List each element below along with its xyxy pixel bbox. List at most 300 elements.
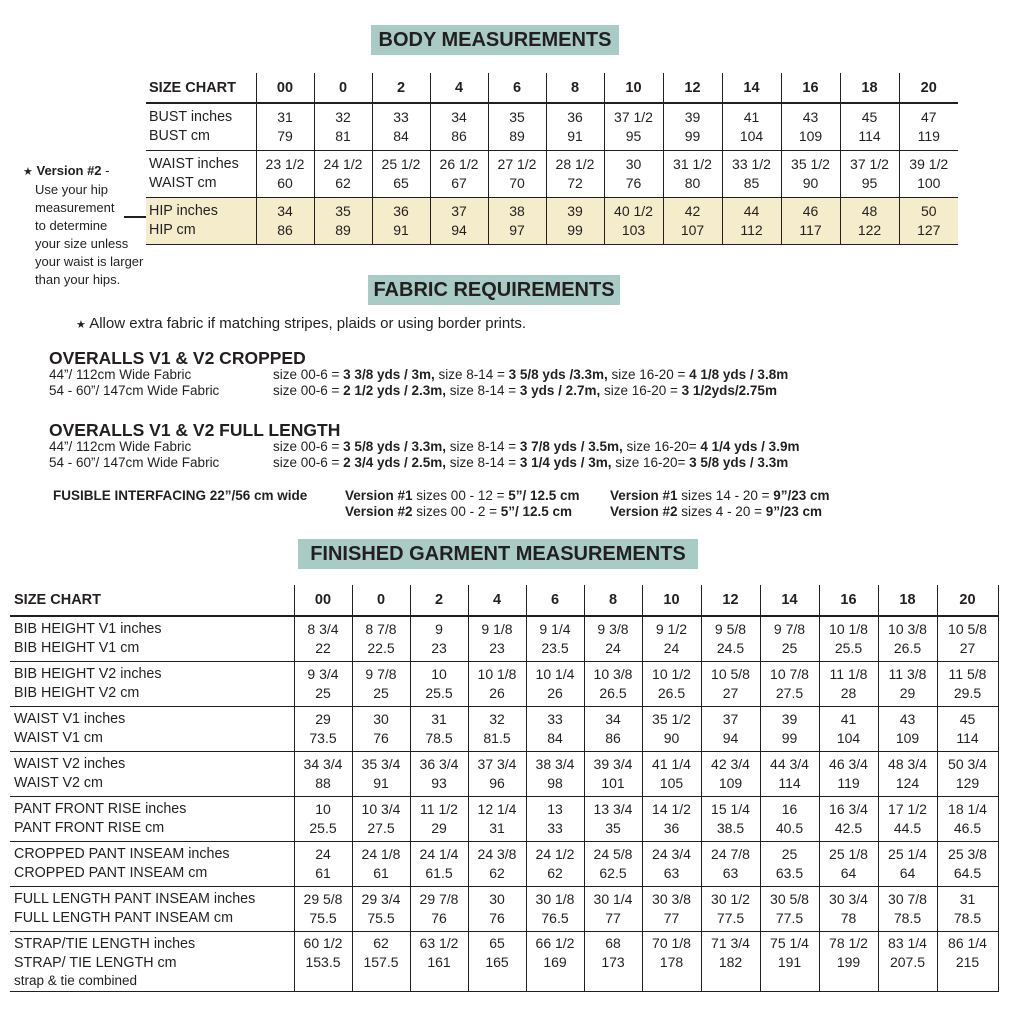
size-header-10: 10 (642, 585, 701, 616)
measurement-cell (410, 842, 468, 887)
row-label-line: FULL LENGTH PANT INSEAM inches (14, 891, 256, 907)
row-label (146, 103, 256, 151)
cm-value: 99 (567, 222, 583, 238)
measurement-cell (294, 842, 352, 887)
cm-value: 25.5 (309, 820, 337, 836)
note-line: to determine (35, 218, 108, 233)
cm-value: 169 (543, 954, 567, 970)
finished-row (10, 932, 998, 992)
size-range: sizes 4 - 20 = (677, 504, 766, 519)
cm-value: 104 (836, 730, 861, 746)
finished-garment-heading: FINISHED GARMENT MEASUREMENTS (298, 539, 698, 569)
measurement-cell (584, 797, 642, 842)
cm-value: 95 (861, 175, 878, 191)
inches-value: 38 (509, 203, 525, 219)
size-header-16: 16 (781, 73, 840, 103)
inches-value: 65 (489, 935, 505, 951)
inches-value: 46 (802, 203, 819, 219)
measurement-cell (819, 842, 878, 887)
cm-value: 38.5 (716, 820, 745, 836)
yardage-value: 2 1/2 yds / 2.3m, (343, 383, 446, 398)
cm-value: 62 (489, 865, 505, 881)
cm-value: 27.5 (775, 685, 804, 701)
interfacing-label: FUSIBLE INTERFACING 22”/56 cm wide (53, 488, 308, 503)
inches-value: 45 (861, 109, 878, 125)
inches-value: 30 (625, 156, 642, 172)
measurement-cell (468, 887, 526, 932)
inches-value: 70 1/8 (652, 935, 691, 951)
inches-value: 8 3/4 (307, 621, 339, 637)
fabric-width: 44”/ 112cm Wide Fabric (49, 367, 192, 382)
measurement-cell (526, 752, 584, 797)
size-header-12: 12 (701, 585, 760, 616)
cm-value: 42.5 (834, 820, 863, 836)
cm-value: 78 (840, 910, 857, 926)
inches-value: 60 1/2 (303, 935, 343, 951)
size-range: size 00-6 = (273, 383, 344, 398)
yardage-value: 3 1/4 yds / 3m, (519, 455, 612, 470)
inches-value: 11 3/8 (888, 666, 927, 682)
cm-value: 23 (431, 640, 447, 656)
measurement-cell (294, 707, 352, 752)
size-range: size 8-14 = (445, 383, 520, 398)
interfacing-row (610, 488, 830, 503)
note-line: your size unless (35, 236, 129, 251)
interfacing-value: 5”/ 12.5 cm (508, 488, 580, 503)
finished-row (10, 842, 998, 887)
measurement-cell (937, 707, 998, 752)
cm-value: 24 (663, 640, 680, 656)
measurement-cell (899, 151, 958, 198)
measurement-cell (352, 797, 410, 842)
row-label (10, 797, 294, 842)
cm-value: 76 (489, 910, 505, 926)
inches-value: 14 1/2 (652, 801, 691, 817)
measurement-cell (526, 707, 584, 752)
cm-value: 96 (489, 775, 505, 791)
measurement-cell (294, 662, 352, 707)
size-chart-label: SIZE CHART (10, 585, 294, 616)
size-range: size 16-20 = (600, 383, 682, 398)
inches-value: 24 3/4 (652, 846, 691, 862)
cm-value: 62 (547, 865, 563, 881)
yardage-value: 4 1/4 yds / 3.9m (700, 439, 800, 454)
inches-value: 9 3/4 (307, 666, 339, 682)
inches-value: 34 (605, 711, 621, 727)
cm-value: 90 (663, 730, 680, 746)
measurement-cell (722, 198, 781, 245)
cm-value: 129 (955, 775, 980, 791)
measurement-cell (642, 887, 701, 932)
cm-value: 161 (427, 954, 451, 970)
cm-value: 73.5 (309, 730, 337, 746)
cm-value: 61 (315, 865, 331, 881)
measurement-cell (430, 151, 488, 198)
inches-value: 35 1/2 (791, 156, 830, 172)
cm-value: 79 (277, 128, 293, 144)
inches-value: 30 (489, 891, 505, 907)
finished-garment-table (10, 585, 999, 992)
measurement-cell (372, 103, 430, 151)
cm-value: 24.5 (716, 640, 745, 656)
fabric-note: ★ Allow extra fabric if matching stripes, plaids or using border prints. (76, 315, 527, 332)
measurement-cell (604, 198, 663, 245)
inches-value: 34 (277, 203, 293, 219)
measurement-cell (352, 662, 410, 707)
cm-value: 29 (899, 685, 916, 701)
measurement-cell (642, 932, 701, 992)
inches-value: 13 (547, 801, 563, 817)
inches-value: 39 (567, 203, 583, 219)
row-label-line: PANT FRONT RISE inches (14, 801, 187, 817)
inches-value: 24 5/8 (593, 846, 633, 862)
row-label-line: BIB HEIGHT V2 inches (14, 666, 162, 682)
cm-value: 95 (625, 128, 642, 144)
row-label-line: PANT FRONT RISE cm (14, 820, 165, 836)
measurement-cell (488, 151, 546, 198)
measurement-cell (760, 616, 819, 662)
inches-value: 24 1/2 (323, 156, 363, 172)
measurement-cell (937, 797, 998, 842)
cm-value: 109 (718, 775, 743, 791)
fabric-yardage (273, 383, 777, 398)
inches-value: 9 3/8 (597, 621, 629, 637)
measurement-cell (604, 103, 663, 151)
measurement-cell (410, 752, 468, 797)
measurement-cell (760, 842, 819, 887)
inches-value: 27 1/2 (497, 156, 537, 172)
cm-value: 124 (895, 775, 920, 791)
measurement-cell (760, 887, 819, 932)
cm-value: 26.5 (599, 685, 627, 701)
inches-value: 18 1/4 (948, 801, 987, 817)
measurement-cell (294, 887, 352, 932)
size-header-0: 0 (352, 585, 410, 616)
inches-value: 50 (920, 203, 937, 219)
measurement-cell (584, 842, 642, 887)
measurement-cell (642, 662, 701, 707)
inches-value: 30 7/8 (888, 891, 927, 907)
measurement-cell (468, 662, 526, 707)
cm-value: 107 (680, 222, 705, 238)
inches-value: 41 (743, 109, 760, 125)
fabric-width: 44”/ 112cm Wide Fabric (49, 439, 192, 454)
measurement-cell (352, 932, 410, 992)
inches-value: 8 7/8 (365, 621, 397, 637)
size-header-row (10, 585, 998, 616)
measurement-cell (410, 707, 468, 752)
version-label: Version #1 (345, 488, 413, 503)
row-label (10, 842, 294, 887)
body-measurements-table (146, 73, 958, 245)
inches-value: 34 3/4 (303, 756, 343, 772)
measurement-cell (760, 662, 819, 707)
inches-value: 83 1/4 (888, 935, 927, 951)
measurement-cell (488, 198, 546, 245)
measurement-cell (546, 103, 604, 151)
inches-value: 9 (435, 621, 443, 637)
cm-value: 98 (547, 775, 563, 791)
inches-value: 32 (489, 711, 505, 727)
measurement-cell (584, 616, 642, 662)
cm-value: 178 (659, 954, 684, 970)
measurement-cell (819, 616, 878, 662)
note-line: Use your hip (35, 182, 108, 197)
measurement-cell (760, 707, 819, 752)
yardage-value: 3 yds / 2.7m, (519, 383, 601, 398)
cm-value: 91 (373, 775, 389, 791)
measurement-cell (642, 797, 701, 842)
inches-value: 16 (781, 801, 798, 817)
version2-note-lead: Version #2 (36, 163, 102, 178)
measurement-cell (878, 887, 937, 932)
inches-value: 42 3/4 (711, 756, 750, 772)
measurement-cell (526, 932, 584, 992)
inches-value: 43 (899, 711, 916, 727)
measurement-cell (937, 752, 998, 797)
cm-value: 27.5 (367, 820, 395, 836)
measurement-cell (584, 752, 642, 797)
measurement-cell (899, 198, 958, 245)
measurement-cell (294, 616, 352, 662)
size-header-12: 12 (663, 73, 722, 103)
inches-value: 41 1/4 (652, 756, 691, 772)
size-range: size 00-6 = (273, 439, 344, 454)
measurement-cell (468, 932, 526, 992)
inches-value: 9 7/8 (773, 621, 806, 637)
size-header-00: 00 (294, 585, 352, 616)
measurement-cell (352, 707, 410, 752)
measurement-cell (468, 797, 526, 842)
inches-value: 23 1/2 (265, 156, 305, 172)
cm-value: 91 (393, 222, 409, 238)
measurement-cell (937, 842, 998, 887)
size-header-0: 0 (314, 73, 372, 103)
cm-value: 44.5 (893, 820, 922, 836)
measurement-cell (468, 616, 526, 662)
measurement-cell (430, 198, 488, 245)
inches-value: 11 1/2 (420, 801, 458, 817)
inches-value: 30 (373, 711, 389, 727)
inches-value: 10 3/4 (361, 801, 401, 817)
row-label-line: WAIST inches (149, 156, 239, 172)
cm-value: 103 (621, 222, 646, 238)
cm-value: 122 (857, 222, 882, 238)
measurement-cell (819, 887, 878, 932)
inches-value: 24 (315, 846, 331, 862)
row-label-line: HIP inches (149, 203, 218, 219)
inches-value: 10 3/8 (593, 666, 633, 682)
size-header-2: 2 (372, 73, 430, 103)
row-label-line: WAIST V2 inches (14, 756, 126, 772)
size-header-20: 20 (937, 585, 998, 616)
size-range: size 00-6 = (273, 367, 344, 382)
cm-value: 119 (917, 128, 940, 144)
inches-value: 48 3/4 (888, 756, 927, 772)
fabric-requirements-heading: FABRIC REQUIREMENTS (368, 275, 620, 305)
yardage-value: 4 1/8 yds / 3.8m (689, 367, 789, 382)
cm-value: 199 (836, 954, 861, 970)
size-range: size 16-20= (611, 455, 690, 470)
measurement-cell (294, 752, 352, 797)
cm-value: 23 (489, 640, 505, 656)
inches-value: 10 5/8 (948, 621, 987, 637)
inches-value: 36 (567, 109, 583, 125)
body-row-waist (146, 151, 958, 198)
size-range: sizes 14 - 20 = (677, 488, 774, 503)
inches-value: 36 3/4 (419, 756, 459, 772)
measurement-cell (526, 662, 584, 707)
cm-value: 27 (959, 640, 976, 656)
cm-value: 89 (335, 222, 351, 238)
size-header-14: 14 (760, 585, 819, 616)
inches-value: 10 1/4 (535, 666, 575, 682)
cm-value: 64.5 (953, 865, 982, 881)
size-header-20: 20 (899, 73, 958, 103)
cm-value: 22.5 (367, 640, 395, 656)
inches-value: 10 1/2 (652, 666, 691, 682)
cm-value: 84 (547, 730, 563, 746)
cm-value: 86 (277, 222, 293, 238)
inches-value: 37 1/2 (614, 109, 653, 125)
cm-value: 70 (509, 175, 525, 191)
cm-value: 104 (739, 128, 764, 144)
cm-value: 26.5 (893, 640, 922, 656)
inches-value: 75 1/4 (770, 935, 809, 951)
cm-value: 27 (722, 685, 739, 701)
size-header-8: 8 (546, 73, 604, 103)
cm-value: 86 (451, 128, 467, 144)
finished-row (10, 707, 998, 752)
cm-value: 62 (335, 175, 351, 191)
measurement-cell (314, 198, 372, 245)
row-label-line: BIB HEIGHT V1 cm (14, 640, 140, 656)
row-label-line: BUST cm (149, 128, 210, 144)
cm-value: 35 (605, 820, 621, 836)
row-label-line: BUST inches (149, 109, 233, 125)
measurement-cell (584, 932, 642, 992)
inches-value: 30 1/8 (535, 891, 575, 907)
inches-value: 10 1/8 (829, 621, 868, 637)
cm-value: 61 (373, 865, 389, 881)
inches-value: 9 1/2 (655, 621, 688, 637)
row-label (10, 662, 294, 707)
cm-value: 72 (567, 175, 583, 191)
measurement-cell (314, 151, 372, 198)
cm-value: 90 (802, 175, 819, 191)
cm-value: 76 (625, 175, 642, 191)
cm-value: 62.5 (599, 865, 627, 881)
measurement-cell (701, 797, 760, 842)
measurement-cell (819, 752, 878, 797)
size-header-6: 6 (526, 585, 584, 616)
cm-value: 99 (781, 730, 798, 746)
version-label: Version #1 (610, 488, 678, 503)
measurement-cell (468, 842, 526, 887)
finished-row (10, 887, 998, 932)
measurement-cell (642, 842, 701, 887)
cm-value: 84 (393, 128, 409, 144)
inches-value: 17 1/2 (888, 801, 927, 817)
size-range: size 8-14 = (445, 439, 520, 454)
measurement-cell (701, 932, 760, 992)
yardage-value: 3 3/8 yds / 3m, (343, 367, 435, 382)
inches-value: 35 (335, 203, 351, 219)
inches-value: 29 7/8 (419, 891, 459, 907)
measurement-cell (899, 103, 958, 151)
yardage-value: 3 7/8 yds / 3.5m, (519, 439, 623, 454)
inches-value: 10 3/8 (888, 621, 927, 637)
measurement-cell (468, 707, 526, 752)
inches-value: 47 (920, 109, 937, 125)
interfacing-value: 9”/23 cm (765, 504, 823, 519)
inches-value: 25 (781, 846, 798, 862)
inches-value: 24 1/2 (535, 846, 575, 862)
cm-value: 99 (684, 128, 701, 144)
inches-value: 45 (959, 711, 976, 727)
measurement-cell (878, 752, 937, 797)
measurement-cell (410, 616, 468, 662)
cm-value: 114 (858, 128, 881, 144)
inches-value: 24 1/8 (361, 846, 401, 862)
inches-value: 9 1/8 (481, 621, 513, 637)
cm-value: 40.5 (775, 820, 804, 836)
inches-value: 34 (451, 109, 467, 125)
version2-note: ★ Version #2 - Use your hip measurement to determine your size unless your waist is larger than your hips. (23, 162, 163, 289)
measurement-cell (352, 842, 410, 887)
cm-value: 64 (899, 865, 916, 881)
cropped-title: OVERALLS V1 & V2 CROPPED (49, 348, 306, 368)
interfacing-row (345, 488, 580, 503)
inches-value: 25 1/2 (381, 156, 421, 172)
measurement-cell (642, 752, 701, 797)
measurement-cell (840, 151, 899, 198)
inches-value: 24 3/8 (477, 846, 517, 862)
cm-value: 81 (335, 128, 351, 144)
measurement-cell (410, 797, 468, 842)
measurement-cell (526, 616, 584, 662)
measurement-cell (352, 887, 410, 932)
inches-value: 41 (840, 711, 857, 727)
inches-value: 37 (722, 711, 739, 727)
row-label-line: STRAP/TIE LENGTH inches (14, 936, 196, 952)
fabric-yardage (273, 439, 799, 454)
row-label-line: CROPPED PANT INSEAM cm (14, 865, 208, 881)
inches-value: 28 1/2 (555, 156, 595, 172)
measurement-cell (819, 797, 878, 842)
cm-value: 109 (895, 730, 920, 746)
measurement-cell (294, 932, 352, 992)
row-label-line: WAIST V1 cm (14, 730, 103, 746)
inches-value: 30 1/2 (711, 891, 750, 907)
measurement-cell (781, 103, 840, 151)
measurement-cell (372, 198, 430, 245)
inches-value: 10 5/8 (711, 666, 750, 682)
size-range: size 8-14 = (445, 455, 520, 470)
body-measurements-heading: BODY MEASUREMENTS (371, 25, 619, 55)
inches-value: 29 3/4 (361, 891, 401, 907)
cm-value: 78.5 (953, 910, 982, 926)
cm-value: 61.5 (425, 865, 453, 881)
inches-value: 71 3/4 (711, 935, 750, 951)
inches-value: 31 (959, 891, 976, 907)
cm-value: 64 (840, 865, 857, 881)
cm-value: 89 (509, 128, 525, 144)
measurement-cell (840, 103, 899, 151)
measurement-cell (878, 932, 937, 992)
cm-value: 77 (663, 910, 680, 926)
cm-value: 165 (485, 954, 509, 970)
